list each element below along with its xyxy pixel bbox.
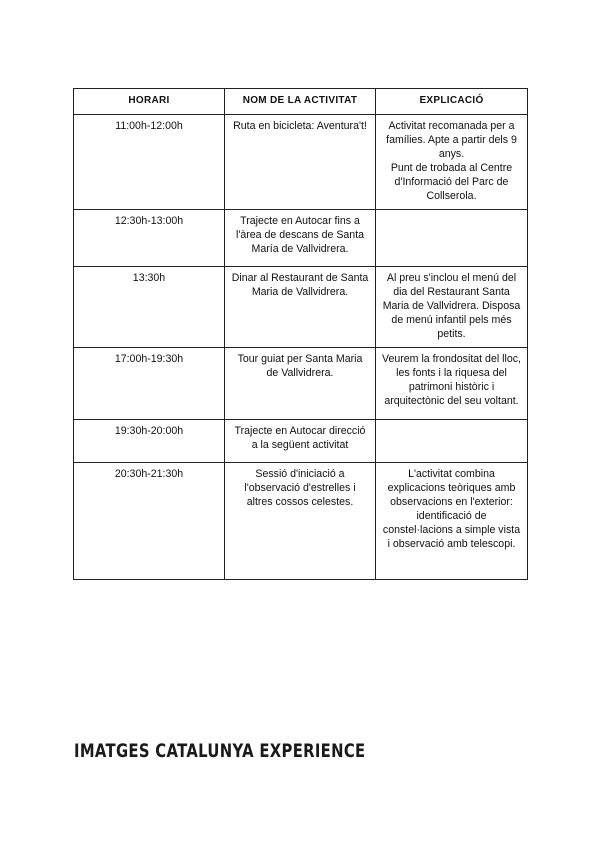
cell-explanation (376, 210, 528, 267)
explanation-text: L'activitat combina explicacions teòriques amb observacions en l'exterior: identificació de constel·lacions a simple vista i observació amb telescopi. (382, 468, 521, 550)
time-text: 13:30h (132, 272, 166, 284)
cell-activity (225, 210, 376, 267)
footer-title: IMATGES CATALUNYA EXPERIENCE (74, 740, 366, 762)
table-header-row (74, 89, 528, 115)
header-explicacio: EXPLICACIÓ (376, 89, 528, 115)
cell-explanation (376, 348, 528, 420)
cell-activity (225, 115, 376, 210)
table-row (74, 267, 528, 348)
cell-time (74, 210, 225, 267)
explanation-text: Al preu s'inclou el menú del dia del Restaurant Santa Maria de Vallvidrera. Disposa de menú infantil pels més petits. (382, 272, 521, 340)
activity-text: Sessió d'iniciació a l'observació d'estrelles i altres cossos celestes. (244, 468, 356, 508)
cell-activity (225, 463, 376, 580)
header-horari: HORARI (74, 89, 225, 115)
activity-text: Dinar al Restaurant de Santa Maria de Vallvidrera. (231, 272, 369, 298)
activity-text: Tour guiat per Santa Maria de Vallvidrera. (237, 353, 363, 379)
table-row (74, 420, 528, 463)
activity-text: Trajecte en Autocar direcció a la següent activitat (234, 425, 366, 451)
cell-explanation (376, 420, 528, 463)
cell-explanation (376, 115, 528, 210)
cell-activity (225, 267, 376, 348)
time-text: 17:00h-19:30h (114, 353, 184, 365)
cell-time (74, 463, 225, 580)
explanation-text: Veurem la frondositat del lloc, les fonts i la riquesa del patrimoni històric i arquitectònic del seu voltant. (382, 353, 521, 407)
cell-time (74, 267, 225, 348)
explanation-text: Activitat recomanada per a famílies. Apte a partir dels 9 anys. Punt de trobada al Centre d'Informació del Parc de Collserola. (386, 120, 517, 202)
table-row (74, 210, 528, 267)
cell-explanation (376, 463, 528, 580)
cell-explanation (376, 267, 528, 348)
activity-text: Ruta en bicicleta: Aventura't! (233, 120, 367, 132)
time-text: 12:30h-13:00h (114, 215, 184, 227)
table-row (74, 115, 528, 210)
cell-time (74, 420, 225, 463)
schedule-table (73, 88, 528, 580)
cell-time (74, 115, 225, 210)
cell-time (74, 348, 225, 420)
table-row (74, 463, 528, 580)
time-text: 20:30h-21:30h (114, 468, 184, 480)
time-text: 11:00h-12:00h (115, 120, 183, 132)
header-activitat: NOM DE LA ACTIVITAT (225, 89, 376, 115)
activity-text: Trajecte en Autocar fins a l'àrea de descans de Santa María de Vallvidrera. (235, 215, 365, 255)
table-row (74, 348, 528, 420)
cell-activity (225, 348, 376, 420)
time-text: 19:30h-20:00h (114, 425, 184, 437)
cell-activity (225, 420, 376, 463)
